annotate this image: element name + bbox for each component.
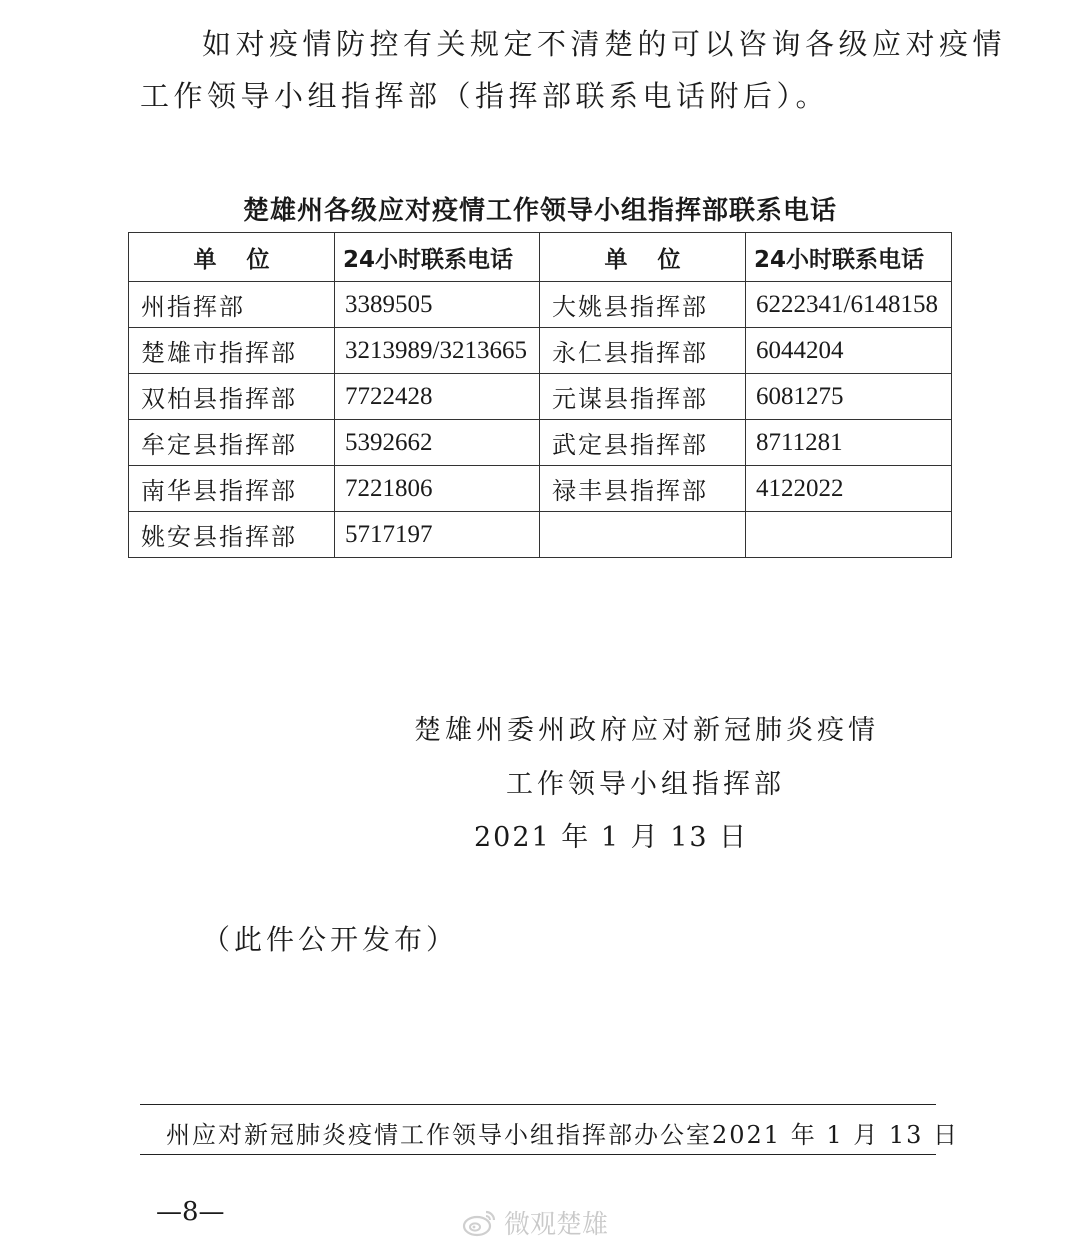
page-number: —8— [156, 1197, 225, 1227]
table-row [129, 466, 952, 512]
public-release-note: （此件公开发布） [202, 923, 459, 956]
unit-cell [540, 512, 746, 558]
unit-cell: 南华县指挥部 [129, 466, 335, 512]
unit-cell: 双柏县指挥部 [129, 374, 335, 420]
phone-cell: 8711281 [746, 420, 952, 466]
header-phone: 24小时联系电话 [335, 233, 540, 282]
phone-cell: 7722428 [335, 374, 540, 420]
header-phone: 24小时联系电话 [746, 233, 952, 282]
phone-cell: 3389505 [335, 282, 540, 328]
phone-cell [746, 512, 952, 558]
phone-cell: 4122022 [746, 466, 952, 512]
table-header-row [129, 233, 952, 282]
footer-date: 2021 年 1 月 13 日 [712, 1121, 960, 1149]
phone-cell: 5717197 [335, 512, 540, 558]
unit-cell: 禄丰县指挥部 [540, 466, 746, 512]
footer-divider-top [140, 1104, 936, 1105]
unit-cell: 大姚县指挥部 [540, 282, 746, 328]
unit-cell: 牟定县指挥部 [129, 420, 335, 466]
phone-cell: 6222341/6148158 [746, 282, 952, 328]
unit-cell: 楚雄市指挥部 [129, 328, 335, 374]
weibo-icon [462, 1209, 496, 1237]
footer [166, 1115, 960, 1150]
table-row [129, 328, 952, 374]
phone-cell: 6044204 [746, 328, 952, 374]
intro-line-2: 工作领导小组指挥部（指挥部联系电话附后）。 [140, 79, 830, 113]
watermark [462, 1204, 608, 1241]
signature-org-line-2: 工作领导小组指挥部 [506, 769, 785, 800]
phone-cell: 6081275 [746, 374, 952, 420]
unit-cell: 元谋县指挥部 [540, 374, 746, 420]
phone-cell: 3213989/3213665 [335, 328, 540, 374]
table-title: 楚雄州各级应对疫情工作领导小组指挥部联系电话 [242, 196, 837, 226]
table-row [129, 420, 952, 466]
header-unit: 单位 [540, 233, 746, 282]
unit-cell: 永仁县指挥部 [540, 328, 746, 374]
table-row [129, 374, 952, 420]
footer-office: 州应对新冠肺炎疫情工作领导小组指挥部办公室 [166, 1121, 712, 1149]
phone-cell: 7221806 [335, 466, 540, 512]
footer-divider-bottom [140, 1154, 936, 1155]
unit-cell: 州指挥部 [129, 282, 335, 328]
unit-cell: 武定县指挥部 [540, 420, 746, 466]
contact-table [128, 232, 952, 558]
unit-cell: 姚安县指挥部 [129, 512, 335, 558]
signature-org-line-1: 楚雄州委州政府应对新冠肺炎疫情 [414, 715, 879, 746]
watermark-text: 微观楚雄 [504, 1210, 609, 1240]
intro-line-1: 如对疫情防控有关规定不清楚的可以咨询各级应对疫情 [202, 27, 1007, 61]
signature-date: 2021 年 1 月 13 日 [474, 822, 749, 853]
table-row [129, 512, 952, 558]
header-unit: 单位 [129, 233, 335, 282]
phone-cell: 5392662 [335, 420, 540, 466]
table-row [129, 282, 952, 328]
